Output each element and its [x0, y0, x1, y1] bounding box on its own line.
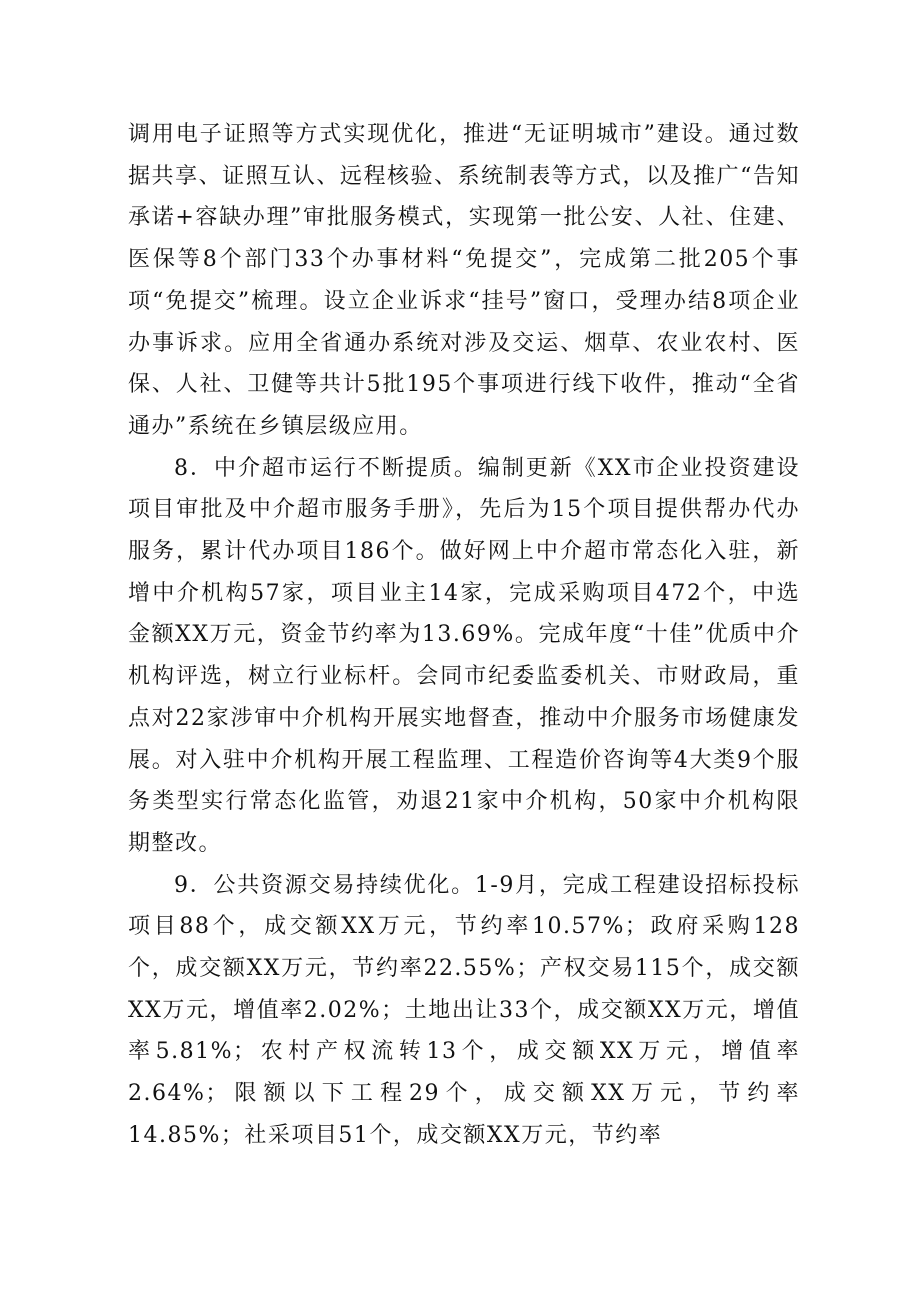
paragraph-e-certificate: 调用电子证照等方式实现优化，推进“无证明城市”建设。通过数据共享、证照互认、远程核验、系统制表等方式，以及推广“告知承诺+容缺办理”审批服务模式，实现第一批公安、人社、住建、医保等8个部门33个办事材料“免提交”，完成第二批205个事项“免提交”梳理。设立企业诉求“挂号”窗口，受理办结8项企业办事诉求。应用全省通办系统对涉及交运、烟草、农业农村、医保、人社、卫健等共计5批195个事项进行线下收件，推动“全省通办”系统在乡镇层级应用。: [128, 122, 800, 439]
document-body: [128, 114, 800, 1157]
paragraph-public-resource-trading: 9．公共资源交易持续优化。1-9月，完成工程建设招标投标项目88个，成交额XX万元，节约率10.57%；政府采购128个，成交额XX万元，节约率22.55%；产权交易115个，成交额XX万元，增值率2.02%；土地出让33个，成交额XX万元，增值率5.81%；农村产权流转13个，成交额XX万元，增值率2.64%；限额以下工程29个，成交额XX万元，节约率14.85%；社采项目51个，成交额XX万元，节约率: [128, 872, 800, 1148]
paragraph-intermediary-market: 8．中介超市运行不断提质。编制更新《XX市企业投资建设项目审批及中介超市服务手册》，先后为15个项目提供帮办代办服务，累计代办项目186个。做好网上中介超市常态化入驻，新增中介机构57家，项目业主14家，完成采购项目472个，中选金额XX万元，资金节约率为13.69%。完成年度“十佳”优质中介机构评选，树立行业标杆。会同市纪委监委机关、市财政局，重点对22家涉审中介机构开展实地督查，推动中介服务市场健康发展。对入驻中介机构开展工程监理、工程造价咨询等4大类9个服务类型实行常态化监管，劝退21家中介机构，50家中介机构限期整改。: [128, 455, 800, 856]
